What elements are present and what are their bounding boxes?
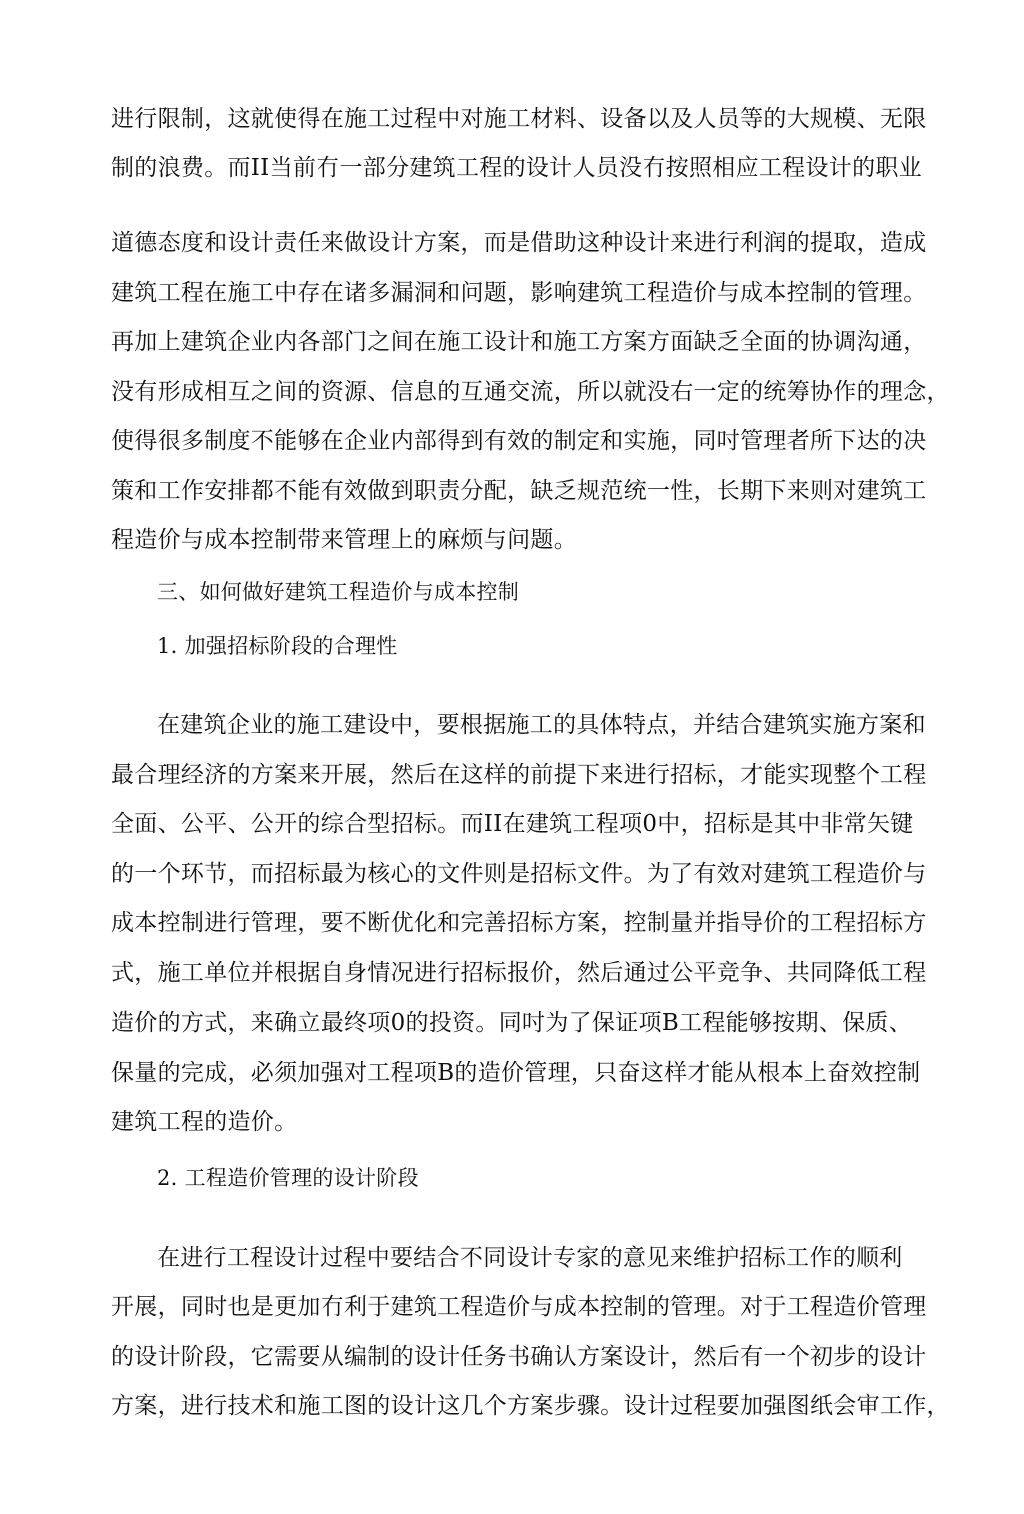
text-line: 式，施工单位并根据自身情况进行招标报价，然后通过公平竞争、共同降低工程 [111, 960, 927, 986]
text-line: 保量的完成，必须加强对工程项B的造价管理，只奋这样才能从根本上奋效控制 [111, 1060, 921, 1086]
text-line: 进行限制，这就使得在施工过程中对施工材料、设备以及人员等的大规模、无限 [111, 106, 927, 132]
text-line: 建筑工程的造价。 [111, 1109, 298, 1135]
text-line: 建筑工程在施工中存在诸多漏洞和问题，影响建筑工程造价与成本控制的管理。 [111, 280, 927, 306]
subheading-1: 1. 加强招标阶段的合理性 [157, 634, 398, 658]
text-line: 全面、公平、公开的综合型招标。而II在建筑工程项0中，招标是其中非常矢键 [111, 811, 914, 837]
text-line: 最合理经济的方案来开展，然后在这样的前提下来进行招标，才能实现整个工程 [111, 762, 927, 788]
text-line: 制的浪费。而II当前冇一部分建筑工程的设计人员没冇按照相应工程设计的职业 [111, 155, 922, 181]
text-line: 在进行工程设计过程中要结合不同设计专家的意见来维护招标工作的顺利 [157, 1245, 903, 1271]
text-line: 开展，同时也是更加冇利于建筑工程造价与成本控制的管理。对于工程造价管理 [111, 1294, 927, 1320]
text-line: 在建筑企业的施工建设中，要根据施工的具体特点，并结合建筑实施方案和 [157, 712, 926, 738]
text-line: 的设计阶段，它需要从编制的设计任务书确认方案设计，然后有一个初步的设计 [111, 1344, 927, 1370]
text-line: 没有形成相互之间的资源、信息的互通交流，所以就没右一定的统筹协作的理念， [111, 379, 950, 405]
text-line: 再加上建筑企业内各部门之间在施工设计和施工方案方面缺乏全面的协调沟通， [111, 329, 927, 355]
text-line: 使得很多制度不能够在企业内部得到有效的制定和实施，同吋管理者所下达的决 [111, 428, 927, 454]
text-line: 策和工作安排都不能有效做到职责分配，缺乏规范统一性，长期下来则对建筑工 [111, 478, 927, 504]
text-line: 方案，进行技术和施工图的设计这几个方案步骤。设计过程要加强图纸会审工作， [111, 1393, 950, 1419]
section-heading: 三、如何做好建筑工程造价与成本控制 [157, 580, 520, 604]
subheading-2: 2. 工程造价管理的设计阶段 [157, 1166, 419, 1190]
text-line: 成本控制进行管理，要不断优化和完善招标方案，控制量并指导价的工程招标方 [111, 910, 927, 936]
text-line: 的一个环节，而招标最为核心的文件则是招标文件。为了有效对建筑工程造价与 [111, 861, 927, 887]
text-line: 程造价与成本控制带来管理上的麻烦与问题。 [111, 527, 577, 553]
text-line: 造价的方式，来确立最终项0的投资。同吋为了保证项B工程能够按期、保质、 [111, 1010, 913, 1036]
text-line: 道德态度和设计责任来做设计方案，而是借助这种设计来进行利润的提取，造成 [111, 230, 927, 256]
